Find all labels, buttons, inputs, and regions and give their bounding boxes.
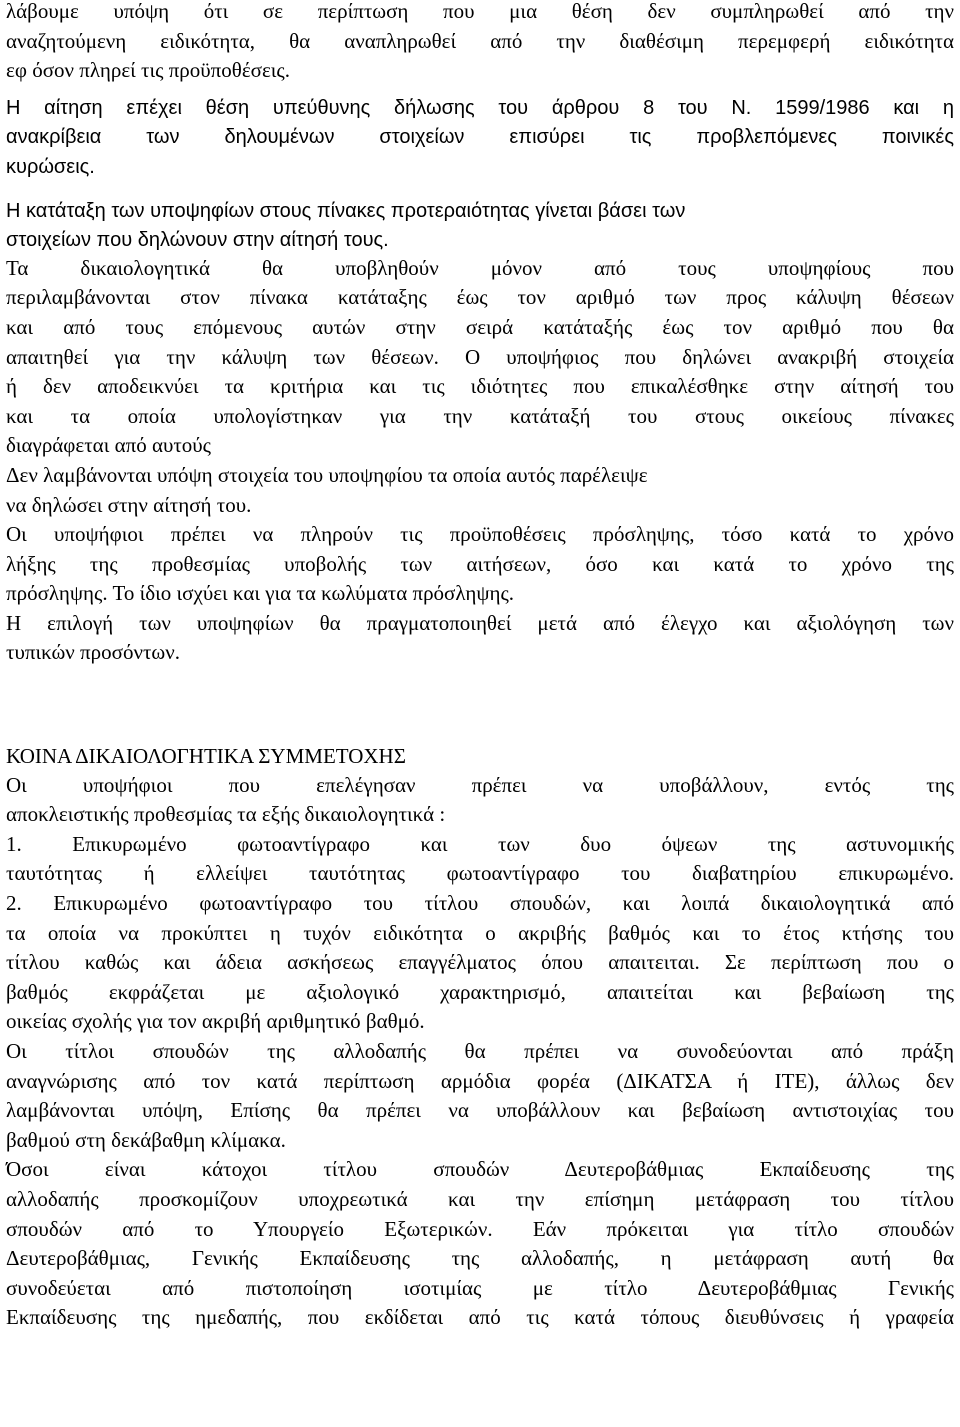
text-line: τυπικών προσόντων. [6,640,180,665]
text-line: αναγνώρισης από τον κατά περίπτωση αρμόδια φορέα (ΔΙΚΑΤΣΑ ή ΙΤΕ), άλλως δεν [6,1068,954,1093]
text-line: Εκπαίδευσης της ημεδαπής, που εκδίδεται από τις κατά τόπους διευθύνσεις ή γραφεία [6,1305,954,1330]
text-line: ή δεν αποδεικνύει τα κριτήρια και τις ιδιότητες που επικαλέσθηκε στην αίτησή του [6,374,954,399]
text-line: και τα οποία υπολογίστηκαν για την κατάταξή του στους οικείους πίνακες [6,403,954,428]
text-line: Η αίτηση επέχει θέση υπεύθυνης δήλωσης του άρθρου 8 του Ν. 1599/1986 και η [6,96,954,119]
text-line: Η επιλογή των υποψηφίων θα πραγματοποιηθεί μετά από έλεγχο και αξιολόγηση των [6,610,954,635]
text-line: λάβουμε υπόψη ότι σε περίπτωση που μια θέση δεν συμπληρωθεί από την [6,0,954,23]
text-line: τα οποία να προκύπτει η τυχόν ειδικότητα ο ακριβής βαθμός και το έτος κτήσης του [6,920,954,945]
text-line: Οι υποψήφιοι πρέπει να πληρούν τις προϋποθέσεις πρόσληψης, τόσο κατά το χρόνο [6,522,954,547]
text-line: πρόσληψης. Το ίδιο ισχύει και για τα κωλύματα πρόσληψης. [6,581,515,606]
section-title: ΚΟΙΝΑ ΔΙΚΑΙΟΛΟΓΗΤΙΚΑ ΣΥΜΜΕΤΟΧΗΣ [6,744,406,769]
text-line: οικείας σχολής για τον ακριβή αριθμητικό βαθμό. [6,1009,425,1034]
text-line: και από τους επόμενους αυτών στην σειρά κατάταξής έως τον αριθμό που θα [6,314,954,339]
text-line: συνοδεύεται από πιστοποίηση ισοτιμίας με τίτλο Δευτεροβάθμιας Γενικής [6,1275,954,1300]
list-item-2: 2. Επικυρωμένο φωτοαντίγραφο του τίτλου σπουδών, και λοιπά δικαιολογητικά από [6,891,954,916]
list-item-1: 1. Επικυρωμένο φωτοαντίγραφο και των δυο όψεων της αστυνομικής [6,831,954,856]
text-line: διαγράφεται από αυτούς [6,433,211,458]
section-heading [6,742,954,772]
text-line: λήξης της προθεσμίας υποβολής των αιτήσεων, όσο και κατά το χρόνο της [6,551,954,576]
paragraph-common-documents [6,771,954,1333]
text-line: Οι τίτλοι σπουδών της αλλοδαπής θα πρέπει να συνοδεύονται από πράξη [6,1039,954,1063]
text-line: ανακρίβεια των δηλουμένων στοιχείων επισύρει τις προβλεπόμενες ποινικές [6,126,954,149]
text-line: αλλοδαπής προσκομίζουν υποχρεωτικά και την επίσημη μετάφραση του τίτλου [6,1186,954,1211]
text-line: τίτλου καθώς και άδεια ασκήσεως επαγγέλματος όπου απαιτειται. Σε περίπτωση που ο [6,950,954,975]
text-line: απαιτηθεί για την κάλυψη των θέσεων. Ο υποψήφιος που δηλώνει ανακριβή στοιχεία [6,344,954,369]
text-line: ταυτότητας ή ελλείψει ταυτότητας φωτοαντίγραφο του διαβατηρίου επικυρωμένο. [6,861,954,886]
text-line: αποκλειστικής προθεσμίας τα εξής δικαιολογητικά : [6,802,446,827]
paragraph-ranking [6,197,954,256]
text-line: Τα δικαιολογητικά θα υποβληθούν μόνον από τους υποψηφίους που [6,255,954,280]
text-line: λαμβάνονται υπόψη, Επίσης θα πρέπει να υποβάλλουν και βεβαίωση αντιστοιχίας του [6,1098,954,1123]
text-line: κυρώσεις. [6,155,95,178]
text-line: βαθμού στη δεκάβαθμη κλίμακα. [6,1127,286,1152]
text-line: Η κατάταξη των υποψηφίων στους πίνακες προτεραιότητας γίνεται βάσει των [6,199,686,222]
text-line: αναζητούμενη ειδικότητα, θα αναπληρωθεί από την διαθέσιμη περεμφερή ειδικότητα [6,28,954,53]
text-line: στοιχείων που δηλώνουν στην αίτησή τους. [6,229,389,252]
text-line: Δευτεροβάθμιας, Γενικής Εκπαίδευσης της αλλοδαπής, η μετάφραση αυτή θα [6,1246,954,1271]
paragraph-vacancy-note [6,0,954,86]
text-line: Δεν λαμβάνονται υπόψη στοιχεία του υποψηφίου τα οποία αυτός παρέλειψε [6,462,648,487]
text-line: εφ όσον πληρεί τις προϋποθέσεις. [6,58,291,83]
paragraph-solemn-declaration [6,94,954,183]
paragraph-supporting-documents [6,254,954,668]
text-line: να δηλώσει στην αίτησή του. [6,492,252,517]
text-line: Οι υποψήφιοι που επελέγησαν πρέπει να υποβάλλουν, εντός της [6,772,954,797]
text-line: βαθμός εκφράζεται με αξιολογικό χαρακτηρισμό, απαιτείται και βεβαίωση της [6,979,954,1004]
text-line: Όσοι είναι κάτοχοι τίτλου σπουδών Δευτεροβάθμιας Εκπαίδευσης της [6,1157,954,1182]
text-line: περιλαμβάνονται στον πίνακα κατάταξης έως τον αριθμό των προς κάλυψη θέσεων [6,285,954,310]
text-line: σπουδών από το Υπουργείο Εξωτερικών. Εάν πρόκειται για τίτλο σπουδών [6,1216,954,1241]
